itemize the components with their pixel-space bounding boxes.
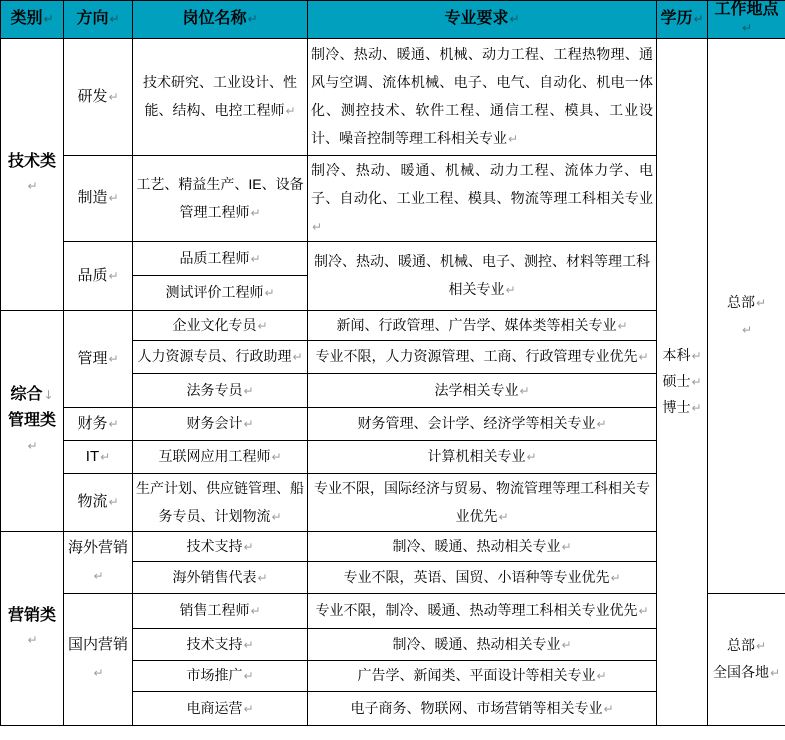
paragraph-mark-icon: [311, 218, 322, 234]
paragraph-mark-icon: [497, 508, 508, 524]
direction-label: 研发: [77, 87, 108, 105]
category-line: [4, 382, 60, 408]
paragraph-mark-icon: [690, 347, 701, 363]
paragraph-mark-icon: [284, 102, 295, 118]
direction-label: 物流: [77, 493, 108, 511]
position-cell: [133, 561, 308, 593]
paragraph-mark-icon: [107, 415, 118, 432]
header-row: [1, 1, 785, 39]
location-cell-hq: [708, 38, 785, 593]
paragraph-mark-icon: [107, 267, 118, 284]
paragraph-mark-icon: [525, 448, 536, 464]
position-text: 工艺、精益生产、IE、设备管理工程师: [136, 175, 304, 220]
direction-cell: [64, 407, 133, 440]
position-text: 技术支持: [186, 537, 243, 554]
education-line: [660, 369, 704, 395]
education-text: 硕士: [662, 372, 691, 389]
paragraph-mark-icon: [560, 636, 571, 652]
header-direction: [64, 1, 133, 39]
location-line: [711, 289, 782, 316]
position-cell: [133, 275, 308, 310]
paragraph-mark-icon: [637, 348, 648, 364]
position-text: 电商运营: [186, 699, 243, 716]
direction-cell: [64, 310, 133, 407]
requirements-cell: [308, 531, 657, 561]
position-cell: [133, 691, 308, 725]
position-text: 技术研究、工业设计、性能、结构、电控工程师: [143, 74, 297, 119]
paragraph-mark-icon: [108, 10, 119, 27]
paragraph-mark-icon: [690, 373, 701, 389]
requirements-text: 广告学、新闻类、平面设计等相关专业: [357, 667, 596, 684]
paragraph-mark-icon: [26, 437, 37, 454]
education-cell: [657, 38, 708, 725]
requirements-text: 财务管理、会计学、经济学等相关专业: [357, 415, 596, 432]
position-text: 品质工程师: [179, 249, 250, 266]
education-text: 博士: [662, 398, 691, 415]
requirements-text: 制冷、暖通、热动相关专业: [392, 537, 561, 554]
paragraph-mark-icon: [26, 177, 37, 194]
direction-cell: [64, 531, 133, 593]
requirements-cell: [308, 473, 657, 531]
header-location-label: 工作地点: [714, 1, 779, 18]
position-text: 企业文化专员: [172, 316, 257, 333]
header-position: [133, 1, 308, 39]
requirements-cell: [308, 340, 657, 373]
position-cell: [133, 440, 308, 473]
paragraph-mark-icon: [508, 10, 519, 27]
line-break-mark-icon: [42, 386, 53, 403]
requirements-cell: [308, 593, 657, 628]
paragraph-mark-icon: [291, 348, 302, 364]
requirements-cell: [308, 373, 657, 407]
location-text: 全国各地: [712, 664, 769, 681]
requirements-text: 专业不限，制冷、暖通、热动等理工科相关专业优先: [315, 602, 638, 619]
paragraph-mark-icon: [263, 284, 274, 300]
paragraph-mark-icon: [741, 19, 752, 36]
paragraph-mark-icon: [518, 382, 529, 398]
paragraph-mark-icon: [270, 448, 281, 464]
paragraph-mark-icon: [755, 637, 766, 653]
category-label: 营销类: [7, 607, 56, 625]
category-cell-tech: [1, 38, 64, 310]
paragraph-mark-icon: [107, 350, 118, 367]
paragraph-mark-icon: [595, 415, 606, 431]
position-text: 财务会计: [186, 415, 243, 432]
requirements-cell: [308, 561, 657, 593]
position-cell: [133, 373, 308, 407]
category-label: 技术类: [7, 153, 56, 171]
header-education: [657, 1, 708, 39]
direction-label: 海外营销: [67, 539, 128, 557]
position-cell: [133, 38, 308, 155]
location-line: [711, 659, 782, 686]
paragraph-mark-icon: [507, 130, 518, 146]
paragraph-mark-icon: [637, 602, 648, 618]
paragraph-mark-icon: [242, 636, 253, 652]
direction-label: 财务: [77, 414, 108, 432]
paragraph-mark-icon: [107, 493, 118, 510]
paragraph-mark-icon: [92, 567, 103, 584]
category-label: 管理类: [7, 412, 56, 430]
header-requirements: [308, 1, 657, 39]
position-cell: [133, 628, 308, 660]
requirements-text: 专业不限，英语、国贸、小语种等专业优先: [343, 568, 610, 585]
paragraph-mark-icon: [92, 664, 103, 681]
requirements-cell: [308, 241, 657, 310]
direction-cell: [64, 241, 133, 310]
category-label: 综合: [10, 386, 43, 404]
education-line: [660, 395, 704, 421]
requirements-cell: [308, 310, 657, 340]
paragraph-mark-icon: [242, 382, 253, 398]
position-text: 测试评价工程师: [165, 284, 264, 301]
requirements-cell: [308, 628, 657, 660]
direction-cell: [64, 155, 133, 241]
requirements-text: 制冷、热动、暖通、机械、动力工程、流体力学、电子、自动化、工业工程、模具、物流等理工科相关专业: [311, 161, 653, 206]
position-cell: [133, 531, 308, 561]
header-category-label: 类别: [10, 10, 43, 28]
empty-paragraph: [711, 316, 782, 343]
header-direction-label: 方向: [76, 10, 109, 28]
paragraph-mark-icon: [616, 317, 627, 333]
paragraph-mark-icon: [242, 700, 253, 716]
location-line: [711, 632, 782, 659]
requirements-text: 专业不限，人力资源管理、工商、行政管理专业优先: [315, 348, 638, 365]
direction-cell: [64, 473, 133, 531]
category-cell-sales: [1, 531, 64, 725]
location-text: 总部: [726, 293, 755, 310]
position-text: 互联网应用工程师: [158, 448, 271, 465]
requirements-text: 新闻、行政管理、广告学、媒体类等相关专业: [336, 316, 617, 333]
paragraph-mark-icon: [270, 508, 281, 524]
requirements-text: 计算机相关专业: [427, 448, 526, 465]
paragraph-mark-icon: [242, 667, 253, 683]
position-text: 销售工程师: [179, 602, 250, 619]
paragraph-mark-icon: [256, 317, 267, 333]
direction-label: 管理: [77, 349, 108, 367]
category-line: [4, 408, 60, 459]
requirements-text: 制冷、热动、暖通、机械、电子、测控、材料等理工科相关专业: [314, 253, 650, 298]
requirements-text: 电子商务、物联网、市场营销等相关专业: [350, 699, 603, 716]
paragraph-mark-icon: [242, 538, 253, 554]
position-cell: [133, 241, 308, 275]
paragraph-mark-icon: [99, 448, 110, 465]
position-cell: [133, 340, 308, 373]
header-position-label: 岗位名称: [182, 10, 247, 28]
education-text: 本科: [662, 346, 691, 363]
paragraph-mark-icon: [107, 189, 118, 206]
requirements-text: 专业不限，国际经济与贸易、物流管理等理工科相关专业优先: [314, 479, 650, 524]
paragraph-mark-icon: [249, 250, 260, 266]
position-text: 法务专员: [186, 381, 243, 398]
requirements-cell: [308, 407, 657, 440]
education-line: [660, 343, 704, 369]
position-text: 技术支持: [186, 635, 243, 652]
paragraph-mark-icon: [256, 569, 267, 585]
paragraph-mark-icon: [560, 538, 571, 554]
paragraph-mark-icon: [769, 664, 780, 680]
requirements-cell: [308, 155, 657, 241]
direction-cell: [64, 38, 133, 155]
header-requirements-label: 专业要求: [444, 10, 509, 28]
position-cell: [133, 155, 308, 241]
header-education-label: 学历: [660, 10, 693, 28]
paragraph-mark-icon: [692, 10, 703, 27]
position-cell: [133, 473, 308, 531]
position-text: 市场推广: [186, 667, 243, 684]
header-category: [1, 1, 64, 39]
direction-cell: [64, 593, 133, 725]
paragraph-mark-icon: [504, 281, 515, 297]
location-text: 总部: [726, 637, 755, 654]
requirements-text: 法学相关专业: [434, 381, 519, 398]
paragraph-mark-icon: [741, 321, 752, 337]
direction-cell: [64, 440, 133, 473]
direction-label: 品质: [77, 266, 108, 284]
position-text: 生产计划、供应链管理、船务专员、计划物流: [136, 479, 304, 524]
paragraph-mark-icon: [755, 294, 766, 310]
paragraph-mark-icon: [107, 88, 118, 105]
position-cell: [133, 593, 308, 628]
paragraph-mark-icon: [246, 10, 257, 27]
paragraph-mark-icon: [690, 399, 701, 415]
paragraph-mark-icon: [26, 631, 37, 648]
category-cell-mgmt: [1, 310, 64, 531]
direction-label: 国内营销: [67, 636, 128, 654]
requirements-cell: [308, 38, 657, 155]
table-row: [1, 38, 785, 155]
direction-label: IT: [85, 447, 100, 465]
paragraph-mark-icon: [242, 415, 253, 431]
paragraph-mark-icon: [602, 700, 613, 716]
requirements-text: 制冷、暖通、热动相关专业: [392, 635, 561, 652]
position-cell: [133, 407, 308, 440]
position-cell: [133, 310, 308, 340]
requirements-cell: [308, 660, 657, 691]
position-cell: [133, 660, 308, 691]
direction-label: 制造: [77, 189, 108, 207]
position-text: 人力资源专员、行政助理: [137, 348, 292, 365]
location-cell-nationwide: [708, 593, 785, 725]
header-location: [708, 1, 785, 39]
paragraph-mark-icon: [42, 10, 53, 27]
position-text: 海外销售代表: [172, 568, 257, 585]
requirements-cell: [308, 440, 657, 473]
requirements-cell: [308, 691, 657, 725]
paragraph-mark-icon: [249, 204, 260, 220]
paragraph-mark-icon: [249, 602, 260, 618]
paragraph-mark-icon: [595, 667, 606, 683]
requirements-text: 制冷、热动、暖通、机械、动力工程、工程热物理、通风与空调、流体机械、电子、电气、自动化、机电一体化、测控技术、软件工程、通信工程、模具、工业设计、噪音控制等理工科相关专业: [311, 46, 653, 147]
paragraph-mark-icon: [609, 569, 620, 585]
